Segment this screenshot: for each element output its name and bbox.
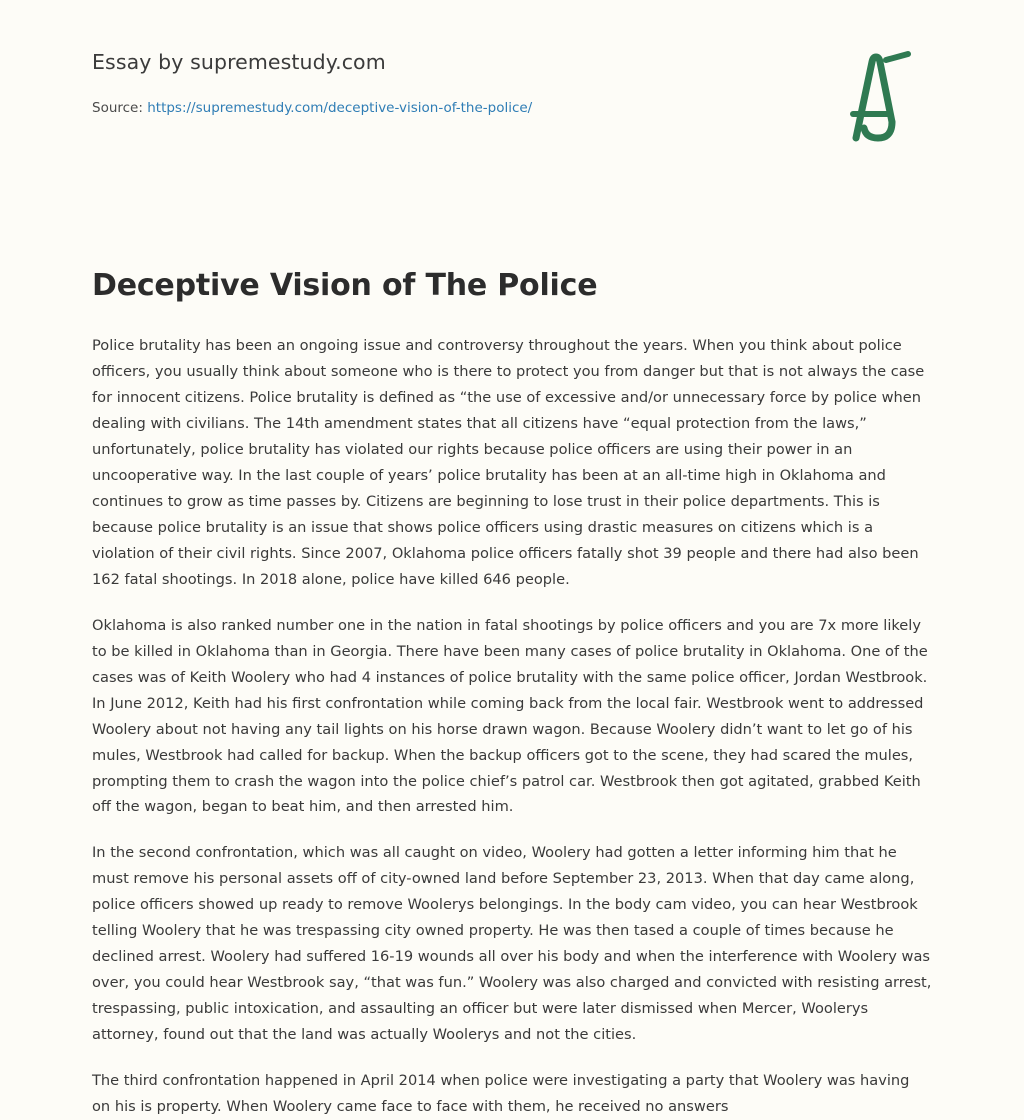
- source-url-link[interactable]: https://supremestudy.com/deceptive-vision-of-the-police/: [147, 100, 533, 116]
- aj-monogram-logo-icon: [812, 42, 932, 152]
- source-label: Source:: [92, 100, 143, 116]
- source-line: [92, 100, 932, 116]
- document-header: [92, 50, 932, 116]
- article-body: [92, 303, 932, 1120]
- article-paragraph: The third confrontation happened in April 2014 when police were investigating a party that Woolery was having on his is property. When Woolery came face to face with them, he received no answers: [92, 1072, 910, 1116]
- essay-byline: Essay by supremestudy.com: [92, 50, 386, 74]
- article-paragraph: Police brutality has been an ongoing issue and controversy throughout the years. When you think about police officers, you usually think about someone who is there to protect you from danger but that is not always the case for innocent citizens. Police brutality is defined as “the use of excessive and/or unnecessary force by police when dealing with civilians. The 14th amendment states that all citizens have “equal protection from the laws,” unfortunately, police brutality has violated our rights because police officers are using their power in an uncooperative way. In the last couple of years’ police brutality has been at an all-time high in Oklahoma and continues to grow as time passes by. Citizens are beginning to lose trust in their police departments. This is because police brutality is an issue that shows police officers using drastic measures on citizens which is a violation of their civil rights. Since 2007, Oklahoma police officers fatally shot 39 people and there had also been 162 fatal shootings. In 2018 alone, police have killed 646 people.: [92, 337, 925, 588]
- page-title: Deceptive Vision of The Police: [92, 268, 598, 303]
- article-paragraph: In the second confrontation, which was all caught on video, Woolery had gotten a letter informing him that he must remove his personal assets off of city-owned land before September 23, 2013. When that day came along, police officers showed up ready to remove Woolerys belongings. In the body cam video, you can hear Westbrook telling Woolery that he was trespassing city owned property. He was then tased a couple of times because he declined arrest. Woolery had suffered 16-19 wounds all over his body and when the interference with Woolery was over, you could hear Westbrook say, “that was fun.” Woolery was also charged and convicted with resisting arrest, trespassing, public intoxication, and assaulting an officer but were later dismissed when Mercer, Woolerys attorney, found out that the land was actually Woolerys and not the cities.: [92, 844, 932, 1044]
- article-paragraph: Oklahoma is also ranked number one in the nation in fatal shootings by police officers and you are 7x more likely to be killed in Oklahoma than in Georgia. There have been many cases of police brutality in Oklahoma. One of the cases was of Keith Woolery who had 4 instances of police brutality with the same police officer, Jordan Westbrook. In June 2012, Keith had his first confrontation while coming back from the local fair. Westbrook went to addressed Woolery about not having any tail lights on his horse drawn wagon. Because Woolery didn’t want to let go of his mules, Westbrook had called for backup. When the backup officers got to the scene, they had scared the mules, prompting them to crash the wagon into the police chief’s patrol car. Westbrook then got agitated, grabbed Keith off the wagon, began to beat him, and then arrested him.: [92, 616, 928, 816]
